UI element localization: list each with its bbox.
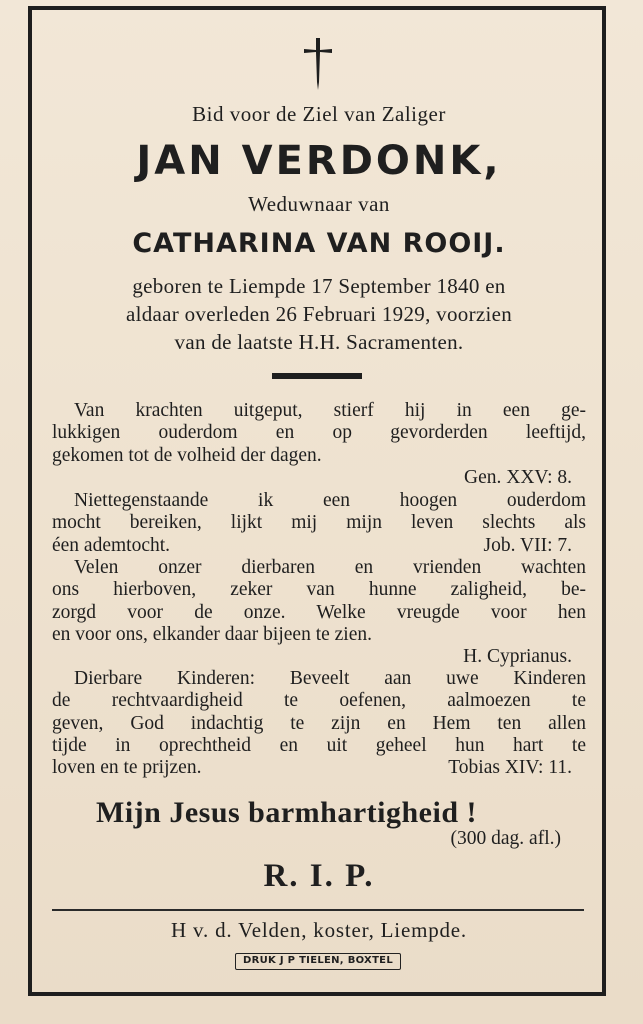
passage-citation: Job. VII: 7.: [483, 534, 572, 556]
passage-line: loven en te prijzen.: [52, 757, 202, 779]
intro-text: Bid voor de Ziel van Zaliger: [192, 102, 446, 126]
divider-bar: [272, 373, 362, 379]
rip-text: R. I. P.: [263, 858, 375, 894]
printer-stamp: DRUK J P TIELEN, BOXTEL: [235, 953, 401, 970]
closing-prayer: Mijn Jesus barmhartigheid !: [96, 796, 477, 829]
passage-line: en voor ons, elkander daar bijeen te zien.: [52, 623, 372, 645]
spouse-name: CATHARINA VAN ROOIJ.: [132, 228, 506, 259]
passage-tobias: [52, 668, 586, 779]
cross-icon: [300, 36, 336, 92]
passage-cyprianus: [52, 557, 586, 668]
passage-line: gekomen tot de volheid der dagen.: [52, 444, 322, 466]
footer-divider: [52, 909, 584, 911]
passage-line: lukkigen ouderdom en op gevorderden leeftijd,: [52, 422, 586, 444]
biography-line: van de laatste H.H. Sacramenten.: [174, 330, 464, 354]
passage-line: de rechtvaardigheid te oefenen, aalmoezen te: [52, 690, 586, 712]
biography-line: aldaar overleden 26 Februari 1929, voorzien: [125, 302, 513, 326]
passage-line: Velen onzer dierbaren en vrienden wachten: [74, 557, 586, 578]
passage-line: Van krachten uitgeput, stierf hij in een ge-: [74, 400, 586, 421]
biography-line: geboren te Liempde 17 September 1840 en: [132, 274, 506, 298]
passage-citation: Gen. XXV: 8.: [464, 466, 572, 488]
passage-line: mocht bereiken, lijkt mij mijn leven slechts als: [52, 512, 586, 534]
passage-line: tijde in oprechtheid en uit geheel hun hart te: [52, 734, 586, 756]
indulgence-note: (300 dag. afl.): [450, 828, 561, 849]
passage-line: Dierbare Kinderen: Beveelt aan uwe Kinderen: [74, 668, 586, 689]
biography: [36, 272, 602, 356]
passage-job: [52, 490, 586, 557]
sexton-credit: H v. d. Velden, koster, Liempde.: [171, 918, 467, 942]
passage-line: geven, God indachtig te zijn en Hem ten allen: [52, 712, 586, 734]
passage-line: éen ademtocht.: [52, 534, 171, 556]
deceased-name: JAN VERDONK,: [136, 138, 502, 184]
passage-line-with-citation: [52, 757, 586, 779]
widower-label: Weduwnaar van: [248, 192, 390, 216]
passage-line: Niettegenstaande ik een hoogen ouderdom: [74, 490, 586, 511]
passage-citation: Tobias XIV: 11.: [448, 757, 572, 779]
passage-genesis: [52, 400, 586, 489]
passage-citation: H. Cyprianus.: [463, 646, 572, 668]
passage-line: zorgd voor de onze. Welke vreugde voor hen: [52, 601, 586, 623]
passage-line: ons hierboven, zeker van hunne zaligheid, be-: [52, 579, 586, 601]
passage-line-with-citation: [52, 535, 586, 557]
